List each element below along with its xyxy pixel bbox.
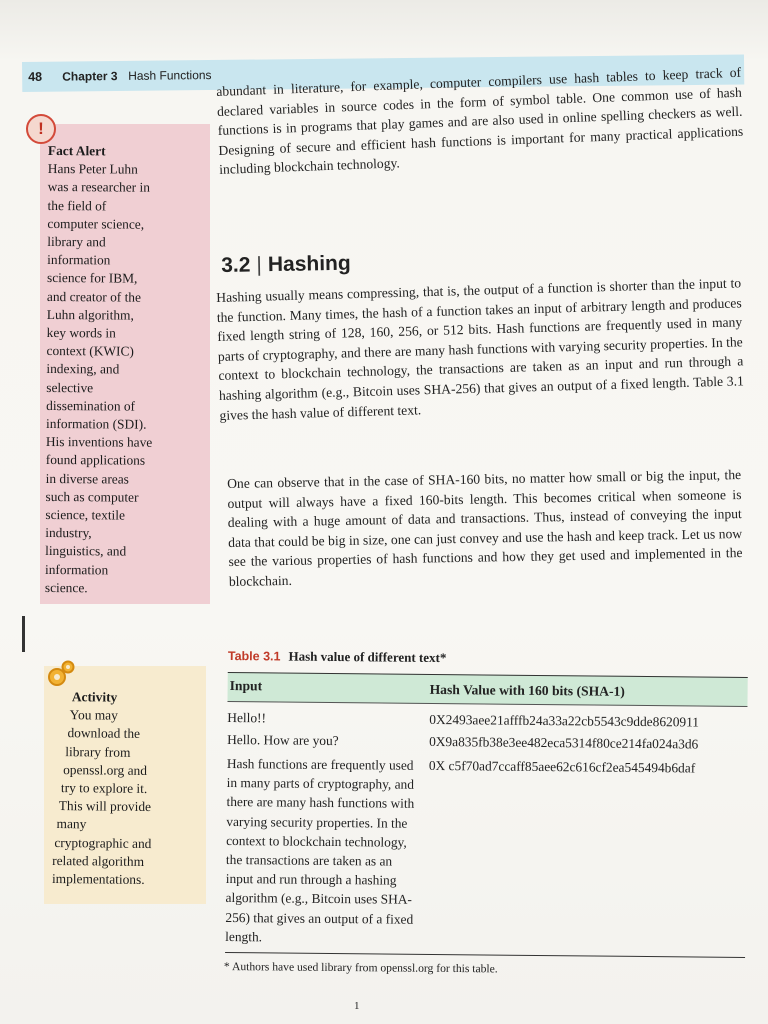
table-label: Table 3.1 xyxy=(227,648,281,664)
input-cell: Hello!! xyxy=(227,709,267,726)
activity-line: library from xyxy=(65,743,131,760)
hashing-paragraph-1: Hashing usually means compressing, that is, the output of a function is shorter than the input to the function. Many times, the hash of a function takes an input of arbitrary length and produces fixed length string of 128, 160, 256, or 512 bits. Hash functions are frequently used in many parts of cryptography, and there are many hash functions with varying security properties. In the context to blockchain technology, the transactions are taken as an input and run through a hashing algorithm (e.g., Bitcoin uses SHA-256) that gives an output of a fixed length. Table 3.1 gives the hash value of different text. xyxy=(216,275,745,423)
section-title: Hashing xyxy=(267,251,351,277)
hash-cell: 0X c5f70ad7ccaff85aee62c616cf2ea545494b6daf xyxy=(428,757,696,776)
activity-line: This will provide xyxy=(58,798,152,815)
fact-line: industry, xyxy=(45,525,92,541)
activity-heading: Activity xyxy=(71,689,118,705)
fact-line: information (SDI). xyxy=(45,416,147,432)
margin-mark xyxy=(22,616,25,652)
activity-line: related algorithm xyxy=(52,852,145,869)
fact-alert-text xyxy=(45,142,198,598)
column-header-input: Input xyxy=(229,678,263,694)
fact-line: Hans Peter Luhn xyxy=(47,161,138,177)
activity-text xyxy=(52,688,204,890)
fact-line: and creator of the xyxy=(46,288,142,305)
fact-line: key words in xyxy=(46,325,116,341)
input-cell: Hash functions are frequently used in many parts of cryptography, and there are many hash functions with varying security properties. In the context to blockchain technology, the transactions are taken as an input and run through a hashing algorithm (e.g., Bitcoin uses SHA-256) that gives an output of a fixed length. xyxy=(225,755,415,945)
fact-line: computer science, xyxy=(47,215,145,232)
fact-line: information xyxy=(47,252,111,268)
activity-line: try to explore it. xyxy=(60,780,148,796)
fact-line: found applications xyxy=(45,452,146,469)
table-row xyxy=(225,754,747,955)
fact-line: such as computer xyxy=(45,488,139,505)
fact-alert-heading: Fact Alert xyxy=(47,142,106,159)
folio-mark: 1 xyxy=(354,1000,360,1012)
fact-line: science for IBM, xyxy=(46,270,138,287)
table-caption-text: Hash value of different text* xyxy=(288,648,447,666)
fact-line: dissemination of xyxy=(46,397,136,414)
fact-line: was a researcher in xyxy=(47,179,150,196)
activity-line: cryptographic and xyxy=(54,834,152,851)
page-number: 48 xyxy=(28,69,43,84)
hash-cell: 0X2493aee21afffb24a33a22cb5543c9dde8620911 xyxy=(429,711,700,730)
chapter-title: Hash Functions xyxy=(128,68,212,83)
activity-line: implementations. xyxy=(51,871,145,887)
fact-line: in diverse areas xyxy=(45,470,129,487)
hash-cell: 0X9a835fb38e3ee482eca5314f80ce214fa024a3d6 xyxy=(429,733,699,752)
activity-line: You may xyxy=(69,707,118,723)
fact-line: His inventions have xyxy=(45,434,153,450)
activity-line: many xyxy=(56,816,87,832)
activity-line: openssl.org and xyxy=(63,761,148,778)
fact-line: science, textile xyxy=(45,507,126,523)
fact-line: selective xyxy=(46,379,94,395)
input-cell: Hello. How are you? xyxy=(227,731,339,749)
table-header-row xyxy=(227,672,747,707)
fact-line: information xyxy=(44,561,109,578)
table-footnote: * Authors have used library from openssl.org for this table. xyxy=(223,960,498,976)
fact-line: indexing, and xyxy=(46,361,120,377)
gears-icon xyxy=(44,657,78,691)
fact-line: library and xyxy=(47,234,106,250)
fact-line: the field of xyxy=(47,197,107,214)
chapter-label: Chapter 3 xyxy=(62,69,118,84)
section-heading: 3.2 | Hashing xyxy=(221,251,351,277)
hashing-paragraph-2: One can observe that in the case of SHA-160 bits, no matter how small or big the input, the output will always have a fixed 160-bits length. This becomes critical when someone is dealing with a huge amount of data and transactions. Thus, instead of conveying the input data that could be big in size, one can just convey and use the hash and keep track. Let us now see the various properties of hash functions and how they get used and implemented in the blockchain. xyxy=(227,467,743,589)
fact-line: Luhn algorithm, xyxy=(46,306,134,323)
section-number: 3.2 xyxy=(221,253,251,277)
fact-line: science. xyxy=(44,579,88,596)
fact-line: context (KWIC) xyxy=(46,343,134,359)
intro-paragraph: abundant in literature, for example, computer compilers use hash tables to keep track of declared variables in source codes in the form of symbol table. One common use of hash functions is in programs that play games and are also used in online spelling checkers as well. Designing of secure and efficient hash functions is important for many practical applications including blockchain technology. xyxy=(216,64,744,178)
column-header-hash: Hash Value with 160 bits (SHA-1) xyxy=(429,681,625,699)
fact-line: linguistics, and xyxy=(45,543,127,560)
activity-line: download the xyxy=(67,725,141,742)
exclamation-icon: ! xyxy=(26,114,56,144)
hash-table xyxy=(225,648,748,958)
